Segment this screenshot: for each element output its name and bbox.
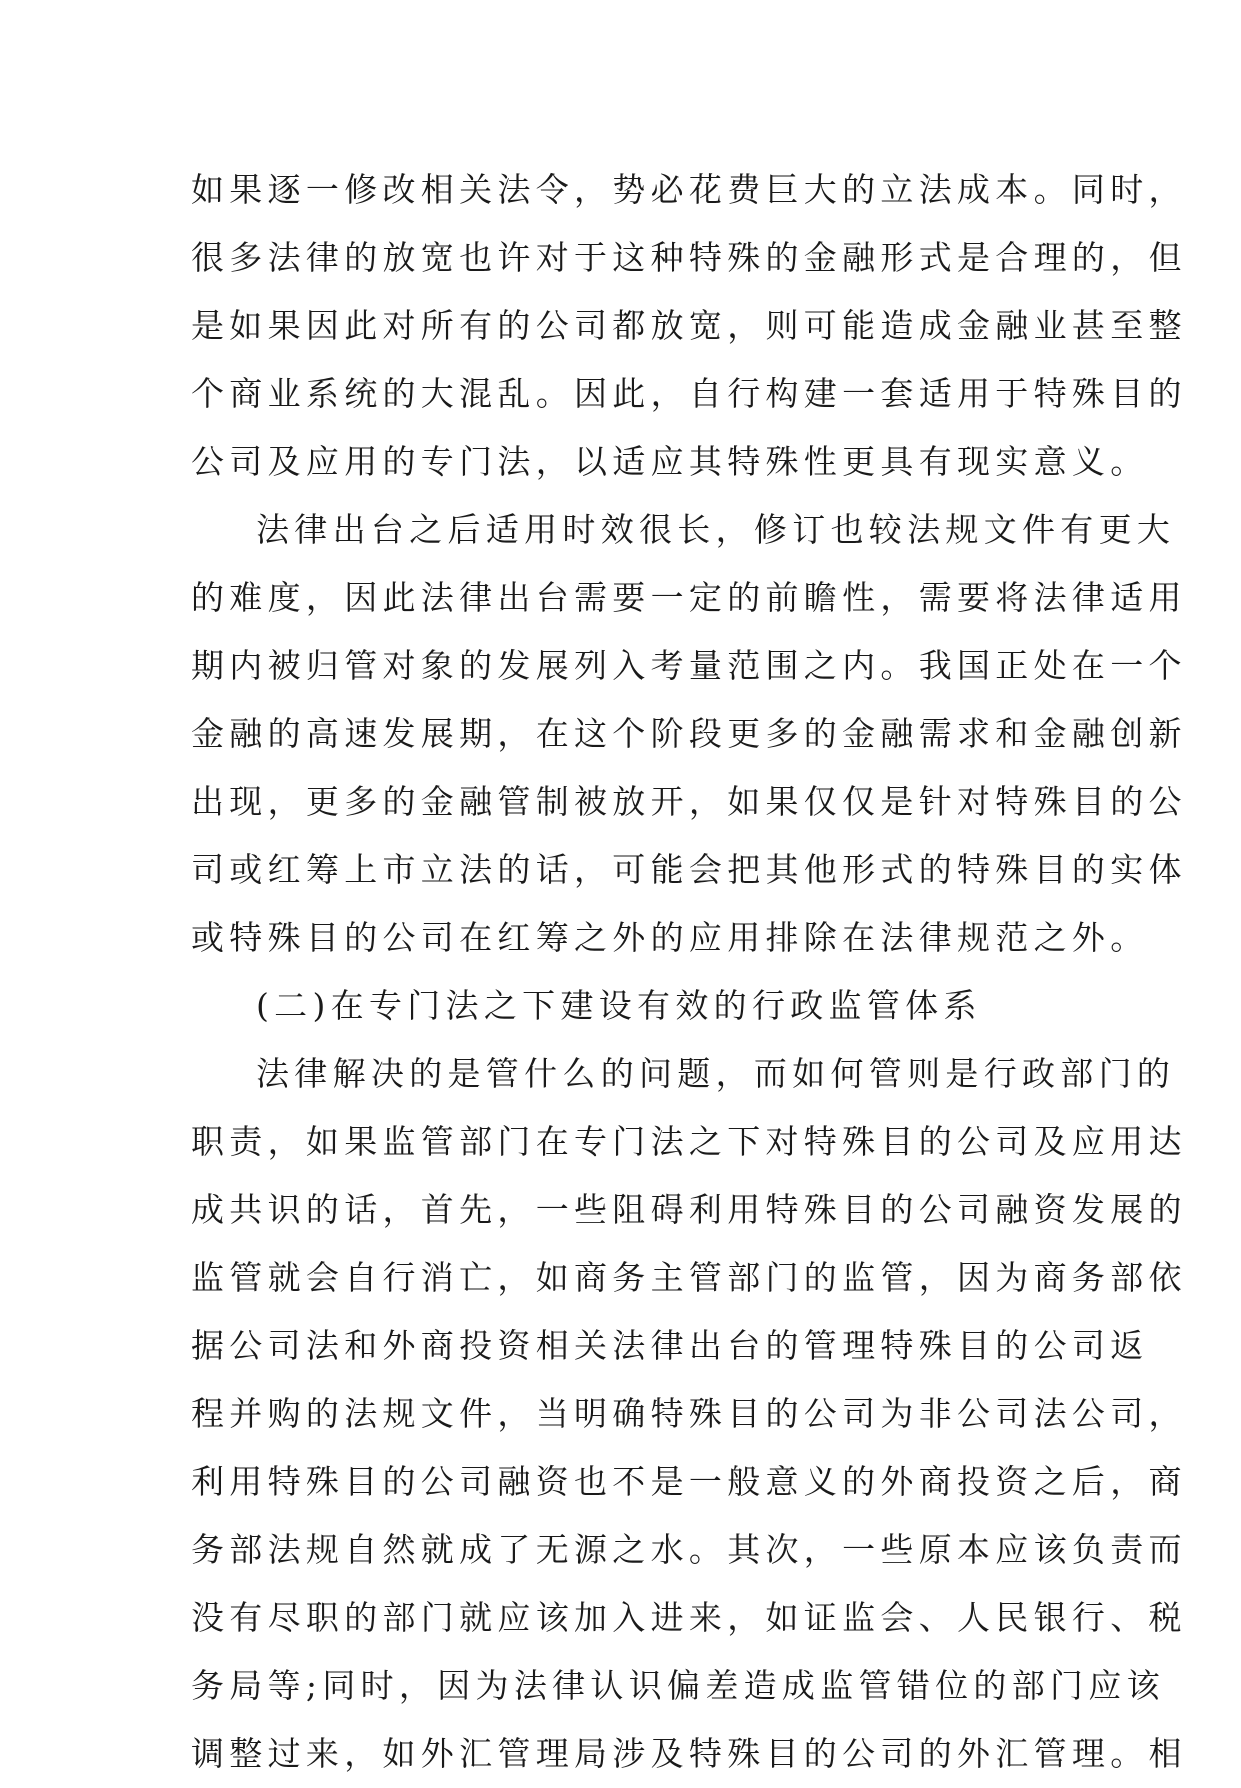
text-line: 没有尽职的部门就应该加入进来，如证监会、人民银行、税	[191, 1598, 1187, 1637]
text-line: 是如果因此对所有的公司都放宽，则可能造成金融业甚至整	[191, 306, 1187, 345]
text-line: 司或红筹上市立法的话，可能会把其他形式的特殊目的实体	[191, 850, 1187, 889]
text-line: 个商业系统的大混乱。因此，自行构建一套适用于特殊目的	[191, 374, 1187, 413]
text-line: 的难度，因此法律出台需要一定的前瞻性，需要将法律适用	[191, 578, 1187, 617]
text-line: 务局等;同时，因为法律认识偏差造成监管错位的部门应该	[191, 1666, 1165, 1705]
text-line: 据公司法和外商投资相关法律出台的管理特殊目的公司返	[191, 1326, 1149, 1365]
text-line: 成共识的话，首先，一些阻碍利用特殊目的公司融资发展的	[191, 1190, 1187, 1229]
text-line: 公司及应用的专门法，以适应其特殊性更具有现实意义。	[191, 442, 1149, 481]
text-line: 职责，如果监管部门在专门法之下对特殊目的公司及应用达	[191, 1122, 1187, 1161]
text-line: 或特殊目的公司在红筹之外的应用排除在法律规范之外。	[191, 918, 1149, 957]
text-line: 程并购的法规文件，当明确特殊目的公司为非公司法公司，	[191, 1394, 1187, 1433]
text-line: 如果逐一修改相关法令，势必花费巨大的立法成本。同时，	[191, 170, 1187, 209]
text-line: 金融的高速发展期，在这个阶段更多的金融需求和金融创新	[191, 714, 1187, 753]
text-line: 期内被归管对象的发展列入考量范围之内。我国正处在一个	[191, 646, 1187, 685]
text-line: 监管就会自行消亡，如商务主管部门的监管，因为商务部依	[191, 1258, 1187, 1297]
paragraph-first-line: 法律解决的是管什么的问题，而如何管则是行政部门的	[256, 1054, 1176, 1093]
paragraph-first-line: 法律出台之后适用时效很长，修订也较法规文件有更大	[256, 510, 1176, 549]
text-line: 调整过来，如外汇管理局涉及特殊目的公司的外汇管理。相	[191, 1734, 1187, 1773]
text-line: 利用特殊目的公司融资也不是一般意义的外商投资之后，商	[191, 1462, 1187, 1501]
text-line: 务部法规自然就成了无源之水。其次，一些原本应该负责而	[191, 1530, 1187, 1569]
body-text	[191, 156, 1187, 1788]
section-heading: (二)在专门法之下建设有效的行政监管体系	[256, 986, 982, 1025]
text-line: 出现，更多的金融管制被放开，如果仅仅是针对特殊目的公	[191, 782, 1187, 821]
text-line: 很多法律的放宽也许对于这种特殊的金融形式是合理的，但	[191, 238, 1187, 277]
